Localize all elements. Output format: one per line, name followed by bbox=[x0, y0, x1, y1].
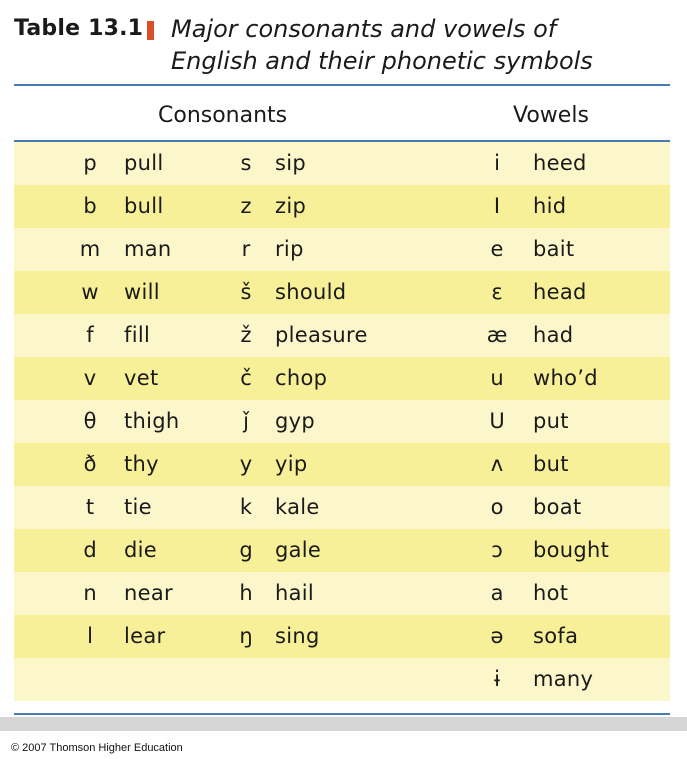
vowel-example: but bbox=[533, 452, 569, 476]
vowel-symbol: I bbox=[493, 194, 501, 218]
consonant-symbol bbox=[70, 658, 110, 701]
top-rule bbox=[14, 84, 670, 86]
vowel-example: hot bbox=[533, 581, 569, 605]
phonetic-table-body bbox=[14, 142, 670, 701]
consonant-example: yip bbox=[275, 452, 308, 476]
consonant-example: near bbox=[124, 581, 173, 605]
table-row bbox=[14, 314, 670, 357]
consonant-example: lear bbox=[124, 624, 166, 648]
title-marker-icon bbox=[147, 21, 154, 40]
consonant-symbol: ž bbox=[240, 323, 252, 347]
consonant-example: zip bbox=[275, 194, 307, 218]
consonant-symbol: k bbox=[239, 495, 253, 519]
consonant-example: kale bbox=[275, 495, 320, 519]
vowel-symbol: ε bbox=[491, 280, 503, 304]
vowel-symbol: ʌ bbox=[490, 452, 504, 476]
consonant-symbol: t bbox=[85, 495, 95, 519]
consonant-example: should bbox=[275, 280, 347, 304]
consonant-symbol: h bbox=[239, 581, 253, 605]
consonant-symbol: f bbox=[86, 323, 94, 347]
table-row bbox=[14, 615, 670, 658]
consonant-symbol: v bbox=[83, 366, 97, 390]
consonant-example: will bbox=[124, 280, 160, 304]
consonant-symbol: n bbox=[83, 581, 97, 605]
table-row bbox=[14, 572, 670, 615]
consonant-symbol: r bbox=[241, 237, 251, 261]
consonant-symbol: y bbox=[239, 452, 253, 476]
consonant-symbol: ǰ bbox=[243, 409, 249, 433]
consonant-symbol: z bbox=[240, 194, 252, 218]
vowel-example: heed bbox=[533, 151, 587, 175]
vowel-symbol: o bbox=[490, 495, 504, 519]
table-row bbox=[14, 443, 670, 486]
consonant-example: gale bbox=[275, 538, 322, 562]
consonant-example: fill bbox=[124, 323, 151, 347]
footer-band bbox=[0, 717, 687, 731]
consonant-symbol: ð bbox=[83, 452, 97, 476]
vowel-example: boat bbox=[533, 495, 582, 519]
consonant-symbol: g bbox=[239, 538, 253, 562]
table-row bbox=[14, 271, 670, 314]
consonant-example: sing bbox=[275, 624, 320, 648]
vowel-symbol: ɔ bbox=[491, 538, 503, 562]
vowel-symbol: ə bbox=[490, 624, 504, 648]
consonant-example: tie bbox=[124, 495, 152, 519]
vowel-example: bait bbox=[533, 237, 575, 261]
vowel-symbol: U bbox=[489, 409, 505, 433]
consonant-example: thigh bbox=[124, 409, 180, 433]
table-number: Table 13.1 bbox=[14, 16, 144, 41]
table-row bbox=[14, 400, 670, 443]
table-row bbox=[14, 142, 670, 185]
vowel-example: put bbox=[533, 409, 569, 433]
table-row bbox=[14, 529, 670, 572]
vowel-symbol: e bbox=[490, 237, 504, 261]
consonant-symbol: θ bbox=[83, 409, 97, 433]
consonant-symbol: ŋ bbox=[239, 624, 253, 648]
bottom-rule bbox=[14, 713, 670, 715]
consonant-symbol: w bbox=[81, 280, 99, 304]
consonant-symbol: l bbox=[87, 624, 93, 648]
vowel-symbol: i bbox=[494, 151, 500, 175]
vowel-example: bought bbox=[533, 538, 610, 562]
table-caption bbox=[171, 13, 593, 77]
vowel-example: hid bbox=[533, 194, 567, 218]
vowel-example: who’d bbox=[533, 366, 598, 390]
consonant-symbol bbox=[226, 658, 266, 701]
consonant-example: pleasure bbox=[275, 323, 368, 347]
consonant-symbol: m bbox=[79, 237, 101, 261]
consonant-example: sip bbox=[275, 151, 307, 175]
vowel-symbol: u bbox=[490, 366, 504, 390]
copyright-credit: © 2007 Thomson Higher Education bbox=[11, 742, 183, 754]
consonants-header: Consonants bbox=[158, 103, 288, 128]
consonant-example: vet bbox=[124, 366, 159, 390]
vowel-example: had bbox=[533, 323, 574, 347]
consonant-example: die bbox=[124, 538, 157, 562]
table-row bbox=[14, 185, 670, 228]
caption-line-1: Major consonants and vowels of bbox=[171, 15, 557, 43]
consonant-symbol: b bbox=[83, 194, 97, 218]
vowel-example: many bbox=[533, 667, 594, 691]
consonant-symbol: d bbox=[83, 538, 97, 562]
consonant-example: rip bbox=[275, 237, 304, 261]
table-row bbox=[14, 228, 670, 271]
vowel-symbol: æ bbox=[486, 323, 508, 347]
vowels-header: Vowels bbox=[513, 103, 589, 128]
vowel-symbol: ɨ bbox=[494, 667, 500, 691]
consonant-example: bull bbox=[124, 194, 164, 218]
consonant-example: chop bbox=[275, 366, 328, 390]
consonant-symbol: š bbox=[240, 280, 252, 304]
consonant-example: pull bbox=[124, 151, 164, 175]
table-row bbox=[14, 357, 670, 400]
table-row bbox=[14, 658, 670, 701]
consonant-example: thy bbox=[124, 452, 159, 476]
caption-line-2: English and their phonetic symbols bbox=[171, 47, 593, 75]
table-row bbox=[14, 486, 670, 529]
vowel-example: sofa bbox=[533, 624, 579, 648]
consonant-symbol: s bbox=[240, 151, 252, 175]
consonant-example: man bbox=[124, 237, 172, 261]
consonant-example: hail bbox=[275, 581, 315, 605]
consonant-symbol: p bbox=[83, 151, 97, 175]
vowel-example: head bbox=[533, 280, 587, 304]
table-title bbox=[14, 12, 674, 82]
consonant-symbol: č bbox=[240, 366, 252, 390]
vowel-symbol: a bbox=[490, 581, 504, 605]
consonant-example: gyp bbox=[275, 409, 315, 433]
